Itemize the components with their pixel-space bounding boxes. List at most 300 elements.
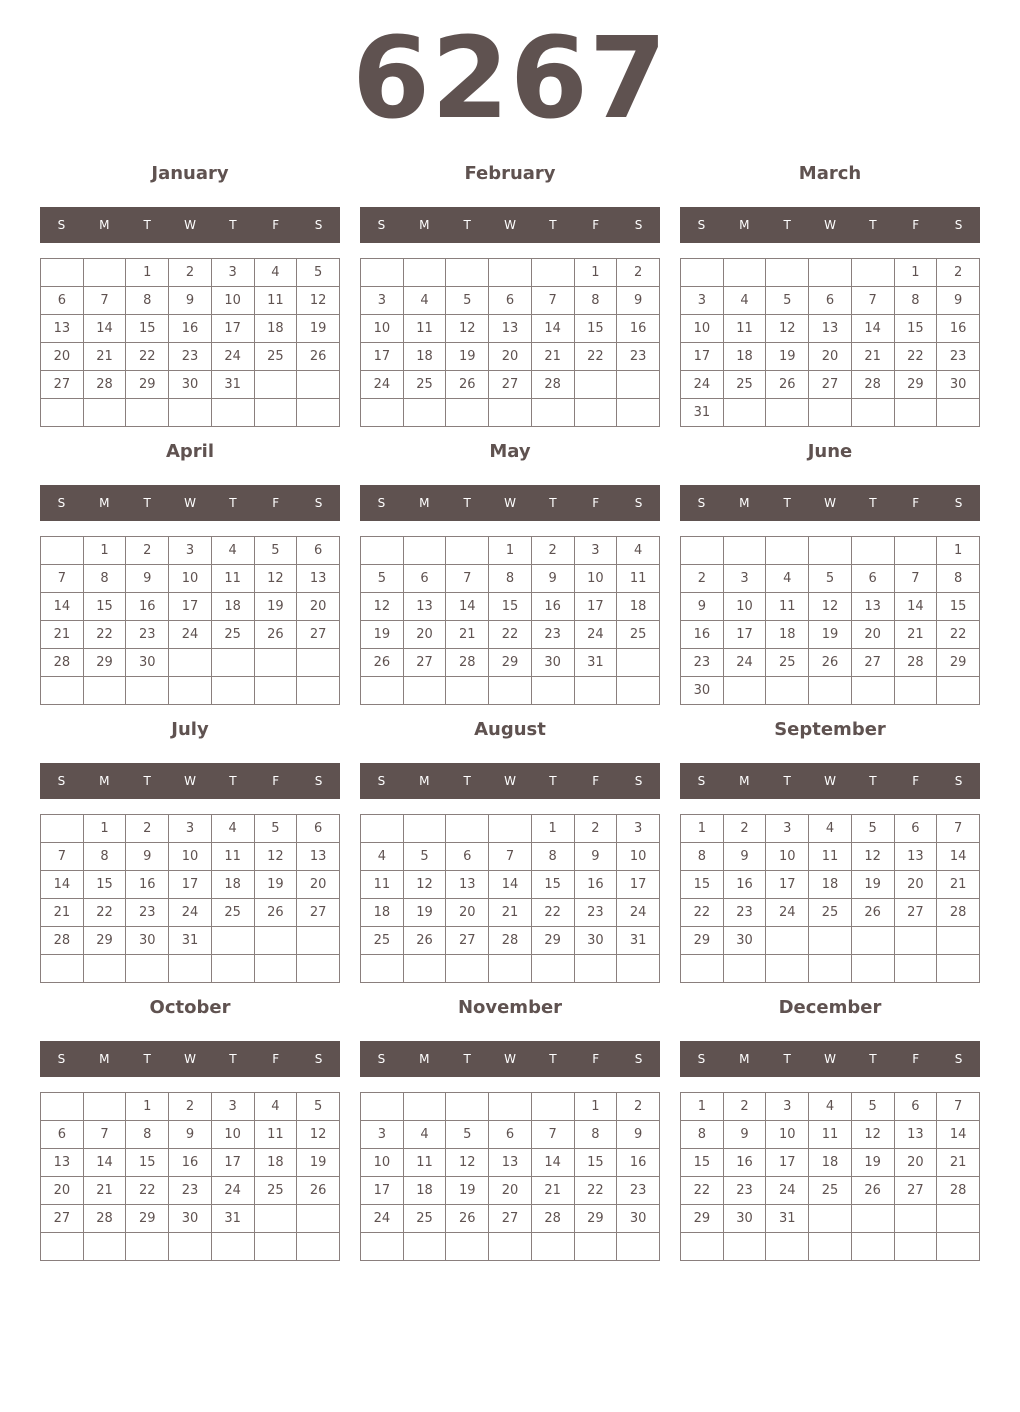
day-cell: 28 <box>83 1205 126 1233</box>
weekday-header <box>680 207 980 243</box>
day-cell: 4 <box>809 1093 852 1121</box>
day-cell: 31 <box>617 927 660 955</box>
day-cell: 13 <box>41 1149 84 1177</box>
weekday-label: S <box>634 218 643 232</box>
day-cell: 12 <box>851 843 894 871</box>
day-cell <box>83 1093 126 1121</box>
day-cell: 23 <box>937 343 980 371</box>
weekday-label: S <box>954 218 963 232</box>
day-cell <box>617 955 660 983</box>
month-name: February <box>464 163 556 184</box>
day-cell: 29 <box>574 1205 617 1233</box>
weekday-label: S <box>377 774 386 788</box>
day-cell: 1 <box>489 537 532 565</box>
day-cell: 18 <box>809 1149 852 1177</box>
day-cell: 3 <box>169 815 212 843</box>
day-grid <box>680 536 980 705</box>
day-cell: 23 <box>617 343 660 371</box>
day-cell <box>489 677 532 705</box>
day-cell <box>851 259 894 287</box>
weekday-label: T <box>143 218 151 232</box>
day-cell: 19 <box>297 315 340 343</box>
day-cell <box>446 955 489 983</box>
day-cell: 28 <box>41 649 84 677</box>
weekday-label: M <box>739 1052 750 1066</box>
weekday-label: S <box>57 496 66 510</box>
day-cell: 27 <box>403 649 446 677</box>
day-cell: 13 <box>894 843 937 871</box>
day-cell: 11 <box>723 315 766 343</box>
day-cell: 27 <box>297 621 340 649</box>
day-cell <box>894 677 937 705</box>
day-cell: 26 <box>446 1205 489 1233</box>
weekday-label: S <box>57 218 66 232</box>
weekday-label: T <box>229 218 237 232</box>
day-cell <box>851 1233 894 1261</box>
day-cell: 31 <box>169 927 212 955</box>
day-cell: 7 <box>83 1121 126 1149</box>
week-row <box>361 1149 660 1177</box>
day-cell: 5 <box>361 565 404 593</box>
day-cell: 17 <box>169 871 212 899</box>
day-cell: 28 <box>83 371 126 399</box>
day-cell <box>297 399 340 427</box>
day-cell: 27 <box>489 371 532 399</box>
week-row <box>361 843 660 871</box>
day-cell: 5 <box>254 815 297 843</box>
day-cell: 21 <box>531 1177 574 1205</box>
day-cell: 30 <box>574 927 617 955</box>
day-cell <box>297 1233 340 1261</box>
day-cell: 6 <box>41 287 84 315</box>
month-name: April <box>165 441 215 462</box>
day-cell <box>446 677 489 705</box>
day-cell: 1 <box>531 815 574 843</box>
day-cell: 15 <box>574 1149 617 1177</box>
day-cell <box>211 399 254 427</box>
day-cell: 7 <box>446 565 489 593</box>
week-row <box>361 1233 660 1261</box>
weekday-label: M <box>419 1052 430 1066</box>
day-cell: 22 <box>126 343 169 371</box>
day-cell: 9 <box>723 1121 766 1149</box>
day-cell <box>41 955 84 983</box>
day-cell <box>211 677 254 705</box>
day-cell: 3 <box>211 1093 254 1121</box>
day-cell <box>41 1093 84 1121</box>
week-row <box>681 565 980 593</box>
day-cell: 14 <box>41 593 84 621</box>
day-cell <box>83 955 126 983</box>
weekday-label: T <box>549 1052 557 1066</box>
day-cell: 6 <box>446 843 489 871</box>
day-cell: 14 <box>937 843 980 871</box>
week-row <box>41 287 340 315</box>
day-cell <box>297 955 340 983</box>
month-name: May <box>489 441 531 462</box>
day-cell: 24 <box>723 649 766 677</box>
day-cell: 13 <box>851 593 894 621</box>
day-cell <box>361 1093 404 1121</box>
weekday-label: M <box>739 218 750 232</box>
weekday-label: M <box>739 496 750 510</box>
day-cell: 3 <box>766 815 809 843</box>
day-cell <box>254 955 297 983</box>
weekday-label: S <box>954 496 963 510</box>
day-cell <box>766 259 809 287</box>
day-cell: 8 <box>531 843 574 871</box>
day-grid <box>680 258 980 427</box>
day-cell: 7 <box>851 287 894 315</box>
day-cell: 23 <box>169 1177 212 1205</box>
day-cell <box>531 955 574 983</box>
day-cell: 22 <box>489 621 532 649</box>
week-row <box>361 537 660 565</box>
day-cell <box>766 677 809 705</box>
day-cell: 5 <box>446 287 489 315</box>
week-row <box>41 843 340 871</box>
week-row <box>41 899 340 927</box>
day-cell: 20 <box>809 343 852 371</box>
day-cell: 14 <box>851 315 894 343</box>
day-cell: 4 <box>211 815 254 843</box>
day-cell: 18 <box>403 1177 446 1205</box>
day-cell: 15 <box>489 593 532 621</box>
day-cell <box>297 649 340 677</box>
day-cell: 14 <box>83 315 126 343</box>
week-row <box>41 871 340 899</box>
day-cell: 15 <box>574 315 617 343</box>
day-cell: 8 <box>681 843 724 871</box>
day-cell: 17 <box>681 343 724 371</box>
day-cell <box>254 399 297 427</box>
day-cell <box>361 399 404 427</box>
weekday-label: M <box>419 774 430 788</box>
weekday-label: T <box>549 218 557 232</box>
week-row <box>361 1093 660 1121</box>
day-cell: 26 <box>361 649 404 677</box>
weekday-label: M <box>419 496 430 510</box>
day-cell <box>574 1233 617 1261</box>
day-cell: 21 <box>489 899 532 927</box>
day-cell <box>723 399 766 427</box>
day-cell <box>126 955 169 983</box>
day-cell <box>937 1233 980 1261</box>
day-cell: 7 <box>41 565 84 593</box>
weekday-label: W <box>184 774 196 788</box>
day-cell <box>83 1233 126 1261</box>
day-cell: 12 <box>297 287 340 315</box>
weekday-label: F <box>912 774 920 788</box>
day-cell: 6 <box>894 1093 937 1121</box>
day-grid <box>40 814 340 983</box>
week-row <box>361 621 660 649</box>
day-cell: 13 <box>809 315 852 343</box>
month-name: December <box>778 997 882 1018</box>
weekday-label: M <box>99 496 110 510</box>
day-cell <box>254 1205 297 1233</box>
weekday-header <box>360 207 660 243</box>
week-row <box>361 927 660 955</box>
day-cell: 8 <box>126 1121 169 1149</box>
weekday-label: W <box>824 1052 836 1066</box>
day-cell <box>41 259 84 287</box>
day-cell: 30 <box>723 927 766 955</box>
day-cell: 12 <box>446 315 489 343</box>
day-cell: 6 <box>297 537 340 565</box>
day-cell: 16 <box>574 871 617 899</box>
day-cell: 11 <box>766 593 809 621</box>
day-cell: 21 <box>937 1149 980 1177</box>
week-row <box>681 927 980 955</box>
weekday-label: W <box>184 496 196 510</box>
week-row <box>361 1121 660 1149</box>
weekday-header <box>360 763 660 799</box>
week-row <box>41 593 340 621</box>
day-cell <box>531 1233 574 1261</box>
day-cell: 3 <box>361 287 404 315</box>
day-cell <box>894 537 937 565</box>
day-cell: 1 <box>83 537 126 565</box>
day-cell: 7 <box>937 1093 980 1121</box>
day-cell <box>403 955 446 983</box>
day-cell: 22 <box>83 899 126 927</box>
day-cell: 24 <box>617 899 660 927</box>
day-cell: 19 <box>361 621 404 649</box>
day-cell: 3 <box>361 1121 404 1149</box>
day-cell: 24 <box>574 621 617 649</box>
weekday-label: W <box>504 218 516 232</box>
day-cell <box>894 399 937 427</box>
day-cell: 16 <box>169 315 212 343</box>
week-row <box>361 371 660 399</box>
day-cell: 9 <box>169 1121 212 1149</box>
day-cell <box>723 537 766 565</box>
weekday-label: S <box>697 496 706 510</box>
day-cell: 15 <box>937 593 980 621</box>
day-cell <box>681 259 724 287</box>
weekday-label: T <box>143 1052 151 1066</box>
day-cell: 12 <box>403 871 446 899</box>
week-row <box>41 649 340 677</box>
day-cell <box>254 677 297 705</box>
weekday-label: M <box>99 774 110 788</box>
weekday-label: W <box>824 218 836 232</box>
day-cell <box>809 955 852 983</box>
day-cell <box>617 677 660 705</box>
day-cell: 22 <box>937 621 980 649</box>
day-cell: 30 <box>937 371 980 399</box>
month-name: July <box>171 719 209 740</box>
day-cell: 28 <box>851 371 894 399</box>
day-cell: 1 <box>574 1093 617 1121</box>
week-row <box>41 1233 340 1261</box>
day-cell: 12 <box>809 593 852 621</box>
day-cell: 19 <box>297 1149 340 1177</box>
day-cell <box>574 677 617 705</box>
day-cell <box>766 1233 809 1261</box>
day-cell: 21 <box>937 871 980 899</box>
day-cell <box>361 1233 404 1261</box>
day-cell <box>766 399 809 427</box>
day-cell: 24 <box>766 1177 809 1205</box>
day-cell: 6 <box>41 1121 84 1149</box>
day-cell <box>531 677 574 705</box>
month-name: August <box>474 719 546 740</box>
day-cell: 31 <box>681 399 724 427</box>
day-cell: 2 <box>723 1093 766 1121</box>
week-row <box>681 621 980 649</box>
day-cell: 25 <box>723 371 766 399</box>
weekday-header <box>360 1041 660 1077</box>
week-row <box>41 1149 340 1177</box>
weekday-label: S <box>954 774 963 788</box>
day-cell: 26 <box>254 899 297 927</box>
day-cell: 3 <box>723 565 766 593</box>
day-cell: 9 <box>126 843 169 871</box>
day-cell: 13 <box>403 593 446 621</box>
day-cell: 3 <box>766 1093 809 1121</box>
day-cell: 16 <box>681 621 724 649</box>
day-cell <box>403 1093 446 1121</box>
day-cell <box>169 399 212 427</box>
day-cell: 4 <box>766 565 809 593</box>
day-cell: 17 <box>361 343 404 371</box>
weekday-header <box>40 1041 340 1077</box>
day-cell: 13 <box>446 871 489 899</box>
day-cell: 17 <box>211 315 254 343</box>
day-cell: 9 <box>617 1121 660 1149</box>
weekday-label: M <box>419 218 430 232</box>
day-cell: 18 <box>211 593 254 621</box>
day-cell <box>766 955 809 983</box>
week-row <box>361 649 660 677</box>
day-cell: 11 <box>211 565 254 593</box>
day-cell: 29 <box>681 927 724 955</box>
day-cell: 18 <box>723 343 766 371</box>
day-cell: 24 <box>361 371 404 399</box>
week-row <box>681 815 980 843</box>
week-row <box>681 1205 980 1233</box>
day-cell: 20 <box>894 1149 937 1177</box>
day-cell: 29 <box>126 1205 169 1233</box>
day-cell: 15 <box>126 1149 169 1177</box>
day-cell: 10 <box>766 843 809 871</box>
day-cell: 29 <box>681 1205 724 1233</box>
day-cell: 29 <box>489 649 532 677</box>
day-cell: 4 <box>361 843 404 871</box>
day-cell: 16 <box>531 593 574 621</box>
day-cell: 23 <box>681 649 724 677</box>
day-cell <box>617 399 660 427</box>
day-cell: 22 <box>574 1177 617 1205</box>
day-cell: 1 <box>126 1093 169 1121</box>
day-cell: 29 <box>83 649 126 677</box>
day-cell: 8 <box>126 287 169 315</box>
week-row <box>681 649 980 677</box>
day-cell: 17 <box>766 871 809 899</box>
weekday-label: W <box>824 496 836 510</box>
week-row <box>41 1177 340 1205</box>
day-cell <box>446 399 489 427</box>
week-row <box>681 1121 980 1149</box>
month-name: November <box>457 997 563 1018</box>
day-cell <box>169 649 212 677</box>
day-cell <box>41 537 84 565</box>
day-cell: 29 <box>937 649 980 677</box>
day-cell: 13 <box>489 315 532 343</box>
day-cell: 5 <box>403 843 446 871</box>
weekday-label: T <box>143 774 151 788</box>
day-grid <box>40 258 340 427</box>
weekday-label: M <box>99 218 110 232</box>
weekday-label: W <box>504 1052 516 1066</box>
day-cell <box>126 1233 169 1261</box>
day-cell: 10 <box>169 565 212 593</box>
day-cell: 1 <box>681 1093 724 1121</box>
day-cell: 11 <box>403 315 446 343</box>
day-cell: 18 <box>766 621 809 649</box>
day-cell <box>126 399 169 427</box>
day-cell: 22 <box>574 343 617 371</box>
day-cell: 22 <box>126 1177 169 1205</box>
week-row <box>361 259 660 287</box>
day-cell: 20 <box>446 899 489 927</box>
day-cell: 22 <box>531 899 574 927</box>
day-cell: 16 <box>126 593 169 621</box>
day-cell <box>361 259 404 287</box>
day-cell <box>254 1233 297 1261</box>
day-cell: 21 <box>83 343 126 371</box>
day-cell: 4 <box>403 287 446 315</box>
day-cell: 27 <box>809 371 852 399</box>
day-cell: 18 <box>361 899 404 927</box>
day-cell <box>403 399 446 427</box>
day-cell: 12 <box>254 843 297 871</box>
day-cell: 1 <box>126 259 169 287</box>
month-name: January <box>151 163 229 184</box>
day-cell: 25 <box>766 649 809 677</box>
day-cell: 12 <box>254 565 297 593</box>
day-cell <box>41 677 84 705</box>
day-cell <box>169 1233 212 1261</box>
day-cell: 15 <box>681 1149 724 1177</box>
day-cell: 13 <box>297 843 340 871</box>
day-cell: 5 <box>446 1121 489 1149</box>
day-cell: 2 <box>126 815 169 843</box>
day-cell: 24 <box>169 899 212 927</box>
day-cell: 25 <box>809 1177 852 1205</box>
day-cell <box>851 927 894 955</box>
day-cell: 10 <box>617 843 660 871</box>
day-cell: 23 <box>531 621 574 649</box>
day-cell: 8 <box>83 565 126 593</box>
day-cell <box>809 1205 852 1233</box>
day-cell: 23 <box>574 899 617 927</box>
day-cell: 24 <box>211 1177 254 1205</box>
day-cell <box>254 371 297 399</box>
day-cell: 26 <box>766 371 809 399</box>
week-row <box>681 1149 980 1177</box>
day-cell: 27 <box>489 1205 532 1233</box>
week-row <box>681 343 980 371</box>
weekday-label: T <box>869 1052 877 1066</box>
weekday-label: W <box>184 218 196 232</box>
day-cell: 30 <box>126 927 169 955</box>
day-cell <box>489 1233 532 1261</box>
day-cell: 29 <box>83 927 126 955</box>
day-cell: 21 <box>41 621 84 649</box>
